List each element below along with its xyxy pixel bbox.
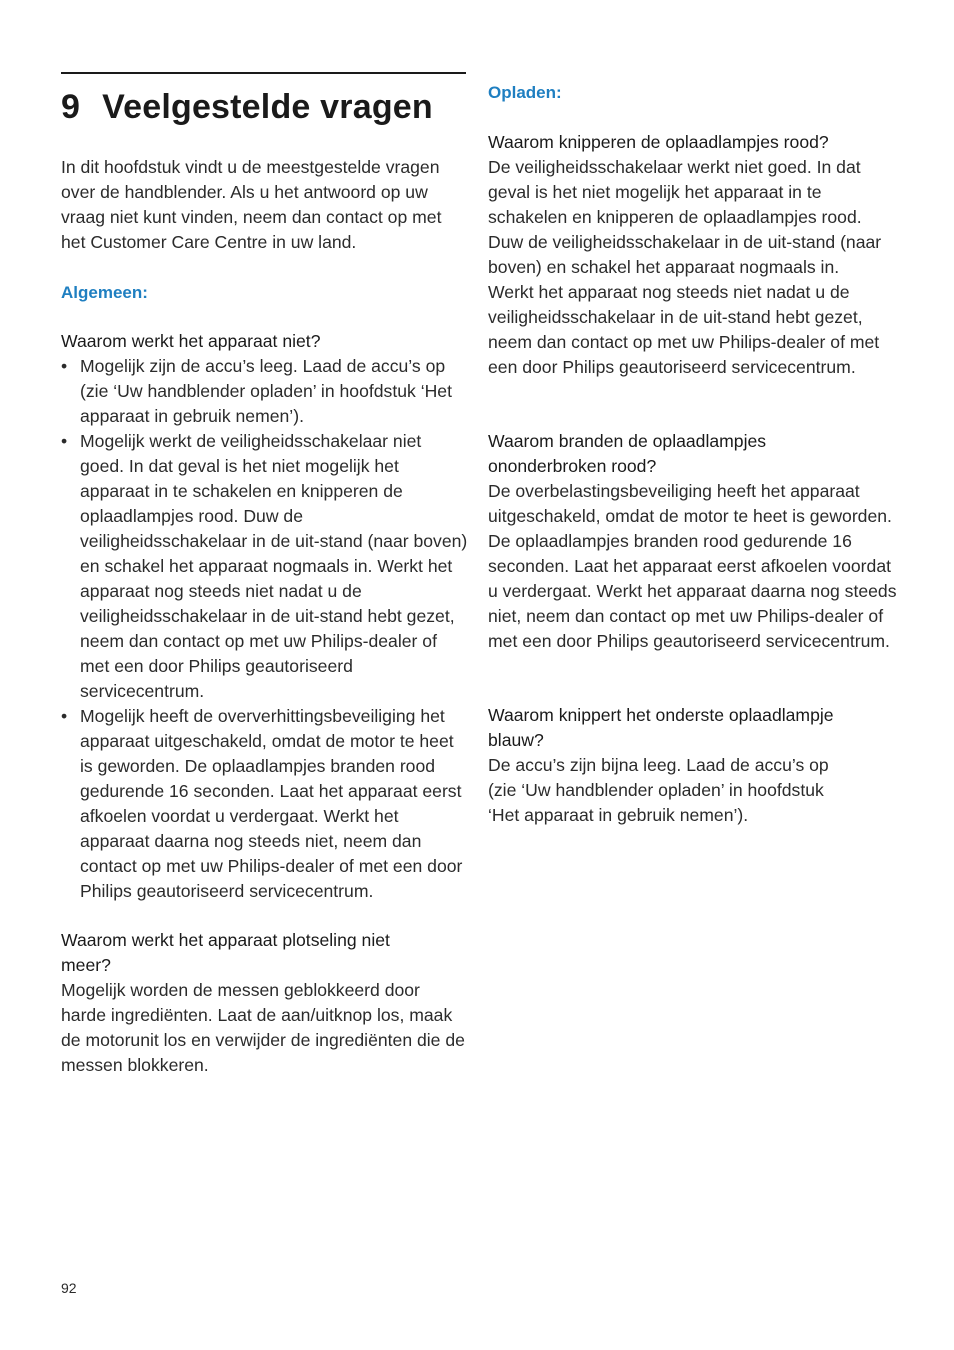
faq-answer: De accu’s zijn bijna leeg. Laad de accu’s op (zie ‘Uw handblender opladen’ in hoofdstuk ‘Het apparaat in gebruik nemen’). [488, 755, 829, 825]
chapter-title-text: Veelgestelde vragen [102, 88, 433, 126]
faq-question: Waarom knipperen de oplaadlampjes rood? [488, 132, 829, 152]
chapter-number: 9 [61, 88, 81, 126]
section-heading-general: Algemeen: [61, 283, 148, 302]
answer-bullet-list [61, 354, 469, 904]
faq-question: Waarom branden de oplaadlampjes ononderbroken rood? [488, 431, 767, 476]
faq-charging-q1 [488, 130, 883, 380]
faq-question: Waarom werkt het apparaat niet? [61, 331, 321, 351]
faq-charging-q3 [488, 703, 888, 828]
faq-question: Waarom knippert het onderste oplaadlampje blauw? [488, 705, 834, 750]
page-number: 92 [61, 1280, 77, 1296]
section-heading-charging: Opladen: [488, 83, 562, 102]
chapter-title [61, 88, 433, 127]
list-item: • Mogelijk heeft de oververhittingsbeveiliging het apparaat uitgeschakeld, omdat de motor te heet is geworden. De oplaadlampjes branden rood gedurende 16 seconden. Laat het apparaat eerst afkoelen voordat u verdergaat. Werkt het apparaat daarna nog steeds niet, neem dan contact op met uw Philips-dealer of met een door Philips geautoriseerd servicecentrum. [61, 704, 469, 904]
chapter-rule [61, 72, 466, 74]
chapter-intro: In dit hoofdstuk vindt u de meestgestelde vragen over de handblender. Als u het antwoord op uw vraag niet kunt vinden, neem dan contact op met het Customer Care Centre in uw land. [61, 157, 442, 252]
list-item: • Mogelijk werkt de veiligheidsschakelaar niet goed. In dat geval is het niet mogelijk het apparaat in te schakelen en knipperen de oplaadlampjes rood. Duw de veiligheidsschakelaar in de uit-stand (naar boven) en schakel het apparaat nogmaals in. Werkt het apparaat nog steeds niet nadat u de veiligheidsschakelaar in de uit-stand hebt gezet, neem dan contact op met uw Philips-dealer of met een door Philips geautoriseerd servicecentrum. [61, 429, 469, 704]
faq-answer: De overbelastingsbeveiliging heeft het apparaat uitgeschakeld, omdat de motor te heet is geworden. De oplaadlampjes branden rood gedurende 16 seconden. Laat het apparaat eerst afkoelen voordat u verdergaat. Werkt het apparaat daarna nog steeds niet, neem dan contact op met uw Philips-dealer of met een door Philips geautoriseerd servicecentrum. [488, 481, 897, 651]
faq-general-q1 [61, 329, 469, 904]
faq-answer: De veiligheidsschakelaar werkt niet goed. In dat geval is het niet mogelijk het apparaat in te schakelen en knipperen de oplaadlampjes rood. Duw de veiligheidsschakelaar in de uit-stand (naar boven) en schakel het apparaat nogmaals in. Werkt het apparaat nog steeds niet nadat u de veiligheidsschakelaar in de uit-stand hebt gezet, neem dan contact op met uw Philips-dealer of met een door Philips geautoriseerd servicecentrum. [488, 157, 882, 377]
faq-general-q2 [61, 928, 466, 1078]
faq-question: Waarom werkt het apparaat plotseling niet meer? [61, 930, 390, 975]
faq-charging-q2 [488, 429, 900, 654]
faq-answer: Mogelijk worden de messen geblokkeerd door harde ingrediënten. Laat de aan/uitknop los, maak de motorunit los en verwijder de ingrediënten die de messen blokkeren. [61, 980, 465, 1075]
list-item: • Mogelijk zijn de accu’s leeg. Laad de accu’s op (zie ‘Uw handblender opladen’ in hoofdstuk ‘Het apparaat in gebruik nemen’). [61, 354, 469, 429]
